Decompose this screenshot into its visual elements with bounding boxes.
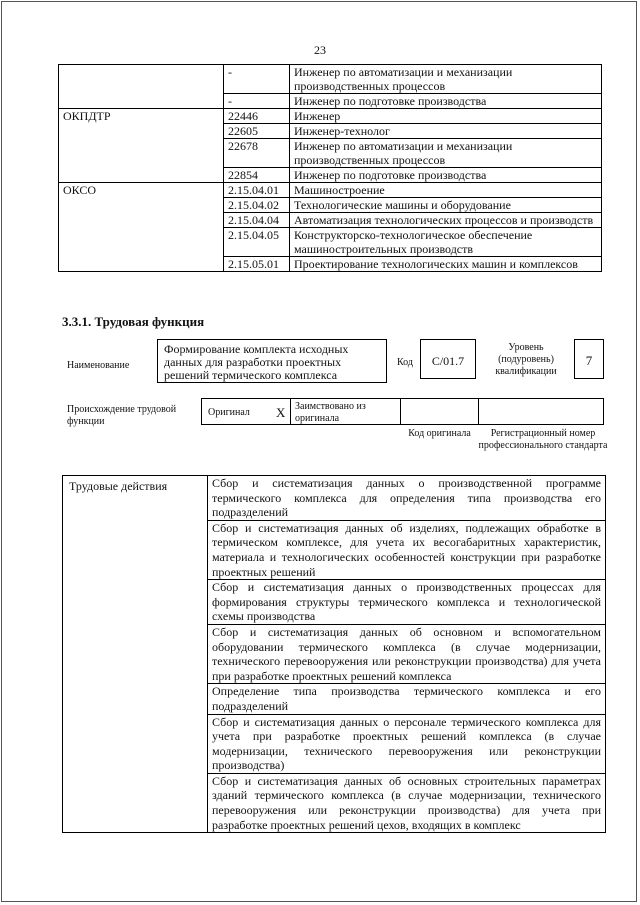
group-cell: ОКСО: [59, 183, 224, 198]
reg-number-box: [478, 398, 604, 425]
function-code-box: С/01.7: [420, 339, 476, 379]
origin-divider: [290, 398, 291, 425]
function-name-box: Формирование комплекта исходных данных для разработки проектных решений термического комплекса: [157, 339, 387, 383]
code-cell: 22605: [224, 124, 290, 139]
name-cell: Инженер по подготовке производства: [290, 168, 602, 183]
code-cell: 22678: [224, 139, 290, 168]
group-cell: [59, 213, 224, 228]
group-cell: ОКПДТР: [59, 109, 224, 124]
table-row: [59, 183, 602, 198]
group-cell: [59, 124, 224, 139]
name-cell: Технологические машины и оборудование: [290, 198, 602, 213]
code-cell: 22446: [224, 109, 290, 124]
level-value-box: 7: [574, 339, 604, 379]
table-row: [63, 476, 606, 521]
group-cell: [59, 228, 224, 257]
table-row: [59, 124, 602, 139]
code-cell: 22854: [224, 168, 290, 183]
name-cell: Инженер по автоматизации и механизации производственных процессов: [290, 139, 602, 168]
original-label: Оригинал: [208, 407, 250, 418]
name-label: Наименование: [67, 360, 130, 371]
table-row: [59, 168, 602, 183]
labor-action-item: Сбор и систематизация данных об основных строительных параметрах зданий термического комплекса (в случае модернизации, технического перевооружения или реконструкции производства) для учета при разработке проектных решений цехов, входящих в комплекс: [208, 773, 606, 832]
reg-caption: Регистрационный номер профессионального стандарта: [478, 428, 608, 451]
code-label: Код: [397, 357, 413, 368]
code-cell: 2.15.05.01: [224, 257, 290, 272]
table-row: [59, 228, 602, 257]
labor-action-item: Сбор и систематизация данных о персонале термического комплекса для учета при разработке проектных решений комплекса (в случае модернизации, технического перевооружения или реконструкции производства): [208, 714, 606, 773]
group-cell: [59, 65, 224, 94]
code-cell: -: [224, 65, 290, 94]
group-cell: [59, 257, 224, 272]
table-row: [59, 198, 602, 213]
group-cell: [59, 94, 224, 109]
labor-action-item: Определение типа производства термического комплекса и его подразделений: [208, 684, 606, 714]
name-cell: Инженер по подготовке производства: [290, 94, 602, 109]
labor-action-item: Сбор и систематизация данных о производственной программе термического комплекса для определения типа производства его подразделений: [208, 476, 606, 521]
page-number: 23: [314, 43, 326, 57]
code-cell: 2.15.04.01: [224, 183, 290, 198]
group-cell: [59, 168, 224, 183]
name-cell: Конструкторско-технологическое обеспечение машиностроительных производств: [290, 228, 602, 257]
table-row: [59, 213, 602, 228]
code-cell: 2.15.04.05: [224, 228, 290, 257]
original-code-box: [400, 398, 479, 425]
labor-action-item: Сбор и систематизация данных о производственных процессах для формирования структуры термического комплекса и технологической схемы производства: [208, 580, 606, 625]
labor-actions-label: Трудовые действия: [63, 476, 208, 833]
name-cell: Инженер по автоматизации и механизации производственных процессов: [290, 65, 602, 94]
labor-actions-table: [62, 475, 606, 833]
code-cell: -: [224, 94, 290, 109]
classifier-table: [58, 64, 602, 272]
borrowed-label: Заимствовано из оригинала: [295, 401, 366, 424]
code-cell: 2.15.04.04: [224, 213, 290, 228]
code-cell: 2.15.04.02: [224, 198, 290, 213]
group-cell: [59, 198, 224, 213]
table-row: [59, 139, 602, 168]
original-mark: X: [276, 405, 286, 420]
group-cell: [59, 139, 224, 168]
section-title: 3.3.1. Трудовая функция: [62, 314, 205, 329]
labor-action-item: Сбор и систематизация данных об изделиях, подлежащих обработке в термическом комплексе, для учета их весогабаритных характеристик, материала и технологических особенностей конструкции при разработке проектных решений: [208, 520, 606, 579]
level-label: Уровень (подуровень) квалификации: [495, 342, 557, 377]
labor-action-item: Сбор и систематизация данных об основном и вспомогательном оборудовании термического комплекса (в случае модернизации, технического перевооружения или реконструкции производства) для учета при разработке проектных решений комплекса: [208, 624, 606, 683]
origin-label: Происхождение трудовой функции: [67, 404, 177, 427]
table-row: [59, 109, 602, 124]
name-cell: Инженер: [290, 109, 602, 124]
name-cell: Инженер-технолог: [290, 124, 602, 139]
name-cell: Автоматизация технологических процессов и производств: [290, 213, 602, 228]
name-cell: Машиностроение: [290, 183, 602, 198]
code-caption: Код оригинала: [408, 428, 471, 439]
table-row: [59, 94, 602, 109]
table-row: [59, 65, 602, 94]
name-cell: Проектирование технологических машин и комплексов: [290, 257, 602, 272]
table-row: [59, 257, 602, 272]
